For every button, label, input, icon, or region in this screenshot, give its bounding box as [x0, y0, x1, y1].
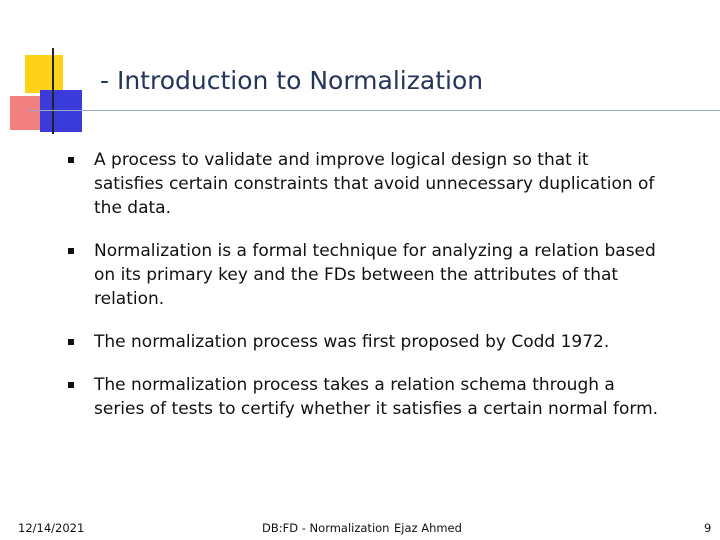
bullet-text: The normalization process was first proposed by Codd 1972.	[94, 332, 610, 352]
square-bullet-icon	[68, 382, 74, 388]
bullet-item	[60, 373, 660, 421]
square-bullet-icon	[68, 157, 74, 163]
page-number: 9	[704, 521, 712, 535]
slide-title: - Introduction to Normalization	[100, 66, 484, 95]
footer-course: DB:FD - Normalization	[262, 521, 390, 535]
title-divider	[28, 110, 720, 111]
bullet-text: Normalization is a formal technique for analyzing a relation based on its primary key and the FDs between the attributes of that relation.	[94, 241, 656, 309]
square-bullet-icon	[68, 339, 74, 345]
bullet-text: A process to validate and improve logical design so that it satisfies certain constraints that avoid unnecessary duplication of the data.	[94, 150, 655, 218]
footer-author: Ejaz Ahmed	[394, 521, 462, 535]
bullet-item	[60, 239, 660, 311]
square-bullet-icon	[68, 248, 74, 254]
decor-vertical-line	[52, 48, 54, 134]
decor-yellow-square	[25, 55, 63, 93]
footer-date: 12/14/2021	[18, 521, 85, 535]
bullet-item	[60, 148, 660, 220]
bullet-list	[60, 148, 660, 440]
decor-blue-square	[40, 90, 82, 132]
bullet-item	[60, 330, 660, 354]
bullet-text: The normalization process takes a relation schema through a series of tests to certify whether it satisfies a certain normal form.	[94, 375, 659, 419]
